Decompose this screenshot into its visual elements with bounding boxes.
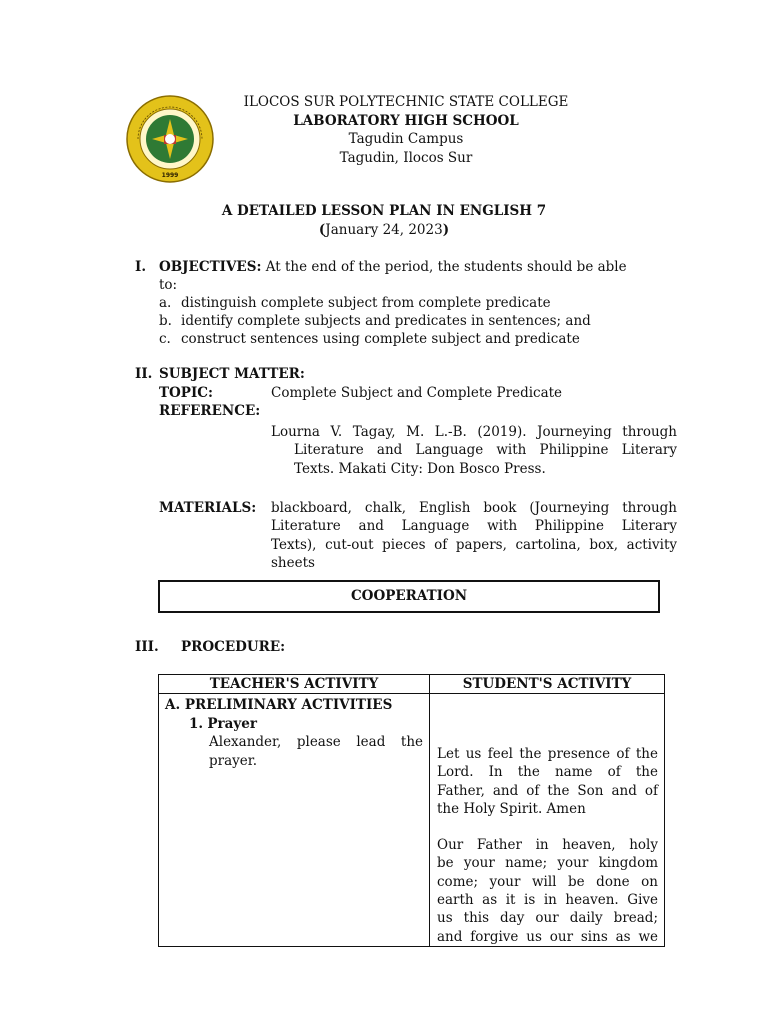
value-focus-box: COOPERATION (158, 580, 660, 613)
prayer-item (165, 715, 423, 734)
student-activity-cell (430, 694, 665, 947)
reference-line: Literature and Language with Philippine Literary (294, 442, 677, 459)
objective-text: construct sentences using complete subject and predicate (181, 331, 580, 347)
lesson-date-line (0, 221, 768, 240)
date-close-paren: ) (442, 222, 450, 238)
objective-text: distinguish complete subject from complete predicate (181, 295, 551, 311)
college-name: ILOCOS SUR POLYTECHNIC STATE COLLEGE (243, 94, 569, 110)
teacher-line: Alexander, please lead the (209, 734, 423, 750)
teacher-activity-cell (159, 694, 430, 947)
materials-line: Texts), cut-out pieces of papers, cartolina, box, activity (271, 536, 677, 553)
school-header (0, 93, 768, 167)
procedure-numeral: III. (135, 639, 159, 655)
reference-line: Texts. Makati City: Don Bosco Press. (294, 460, 546, 477)
prayer-number: 1. (189, 715, 204, 732)
teacher-activity-header: TEACHER'S ACTIVITY (159, 675, 430, 694)
objective-letter: b. (159, 313, 172, 329)
document-title: A DETAILED LESSON PLAN IN ENGLISH 7 (221, 203, 547, 219)
materials-line: blackboard, chalk, English book (Journeying through (271, 500, 677, 516)
student-line: come; your will be done on (437, 873, 658, 890)
lesson-date: January 24, 2023 (325, 222, 443, 238)
reference-value (271, 423, 677, 478)
campus-name: Tagudin Campus (348, 131, 464, 147)
objective-text: identify complete subjects and predicates in sentences; and (181, 313, 591, 329)
student-line: earth as it is in heaven. Give (437, 892, 658, 909)
reference-line: Lourna V. Tagay, M. L.-B. (2019). Journeying through (271, 424, 677, 440)
student-line: Our Father in heaven, holy (437, 837, 658, 854)
reference-label: REFERENCE: (159, 403, 261, 419)
student-line: and forgive us our sins as we (437, 928, 658, 945)
student-line: the Holy Spirit. Amen (437, 800, 586, 817)
section-a-heading: A. PRELIMINARY ACTIVITIES (165, 697, 393, 713)
student-line: Father, and of the Son and of (437, 782, 658, 799)
subject-matter-numeral: II. (135, 366, 153, 382)
materials-value (271, 499, 677, 572)
procedure-heading: PROCEDURE: (181, 639, 286, 655)
lesson-plan-title (0, 202, 768, 240)
student-activity-header: STUDENT'S ACTIVITY (430, 675, 665, 694)
objectives-intro: At the end of the period, the students should be able (265, 259, 627, 275)
student-line: Lord. In the name of the (437, 764, 658, 781)
topic-label: TOPIC: (159, 385, 213, 401)
svg-text:1999: 1999 (161, 172, 179, 179)
objective-letter: c. (159, 331, 171, 347)
school-address: Tagudin, Ilocos Sur (339, 149, 473, 166)
student-line: us this day our daily bread; (437, 910, 658, 927)
materials-line: Literature and Language with Philippine Literary (271, 518, 677, 535)
school-name: LABORATORY HIGH SCHOOL (293, 112, 519, 129)
prayer-title: Prayer (207, 715, 257, 732)
student-line: be your name; your kingdom (437, 855, 658, 872)
procedure-table (158, 674, 665, 947)
teacher-line: prayer. (209, 752, 258, 769)
teacher-instruction (165, 733, 423, 770)
objectives-label: OBJECTIVES: (159, 259, 262, 275)
objective-item (159, 312, 172, 330)
student-line: Let us feel the presence of the (437, 746, 658, 762)
subject-matter-heading: SUBJECT MATTER: (159, 366, 305, 382)
objective-item (159, 330, 171, 348)
topic-value: Complete Subject and Complete Predicate (271, 385, 563, 401)
objectives-numeral: I. (135, 259, 147, 275)
objective-item (159, 294, 171, 312)
materials-line: sheets (271, 554, 315, 571)
objective-letter: a. (159, 295, 172, 311)
objectives-heading (159, 258, 627, 276)
date-open-paren: ( (318, 222, 326, 238)
materials-label: MATERIALS: (159, 500, 257, 516)
objectives-intro-cont: to: (159, 277, 178, 293)
